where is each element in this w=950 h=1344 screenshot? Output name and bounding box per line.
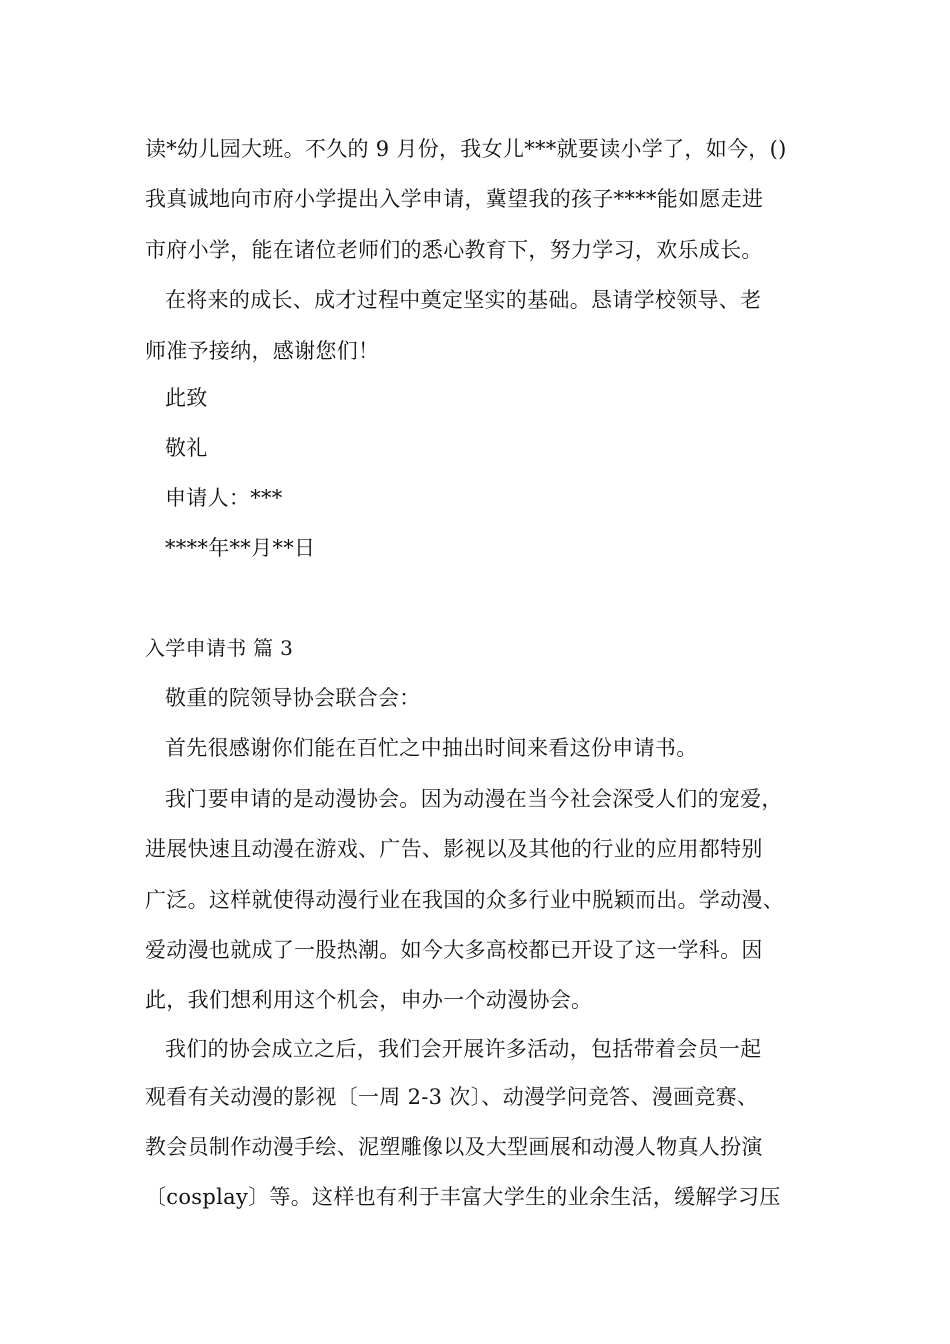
paragraph-line: 观看有关动漫的影视〔一周 2-3 次〕、动漫学问竞答、漫画竞赛、 [145, 1085, 759, 1109]
paragraph-line: 师准予接纳，感谢您们！ [145, 339, 380, 363]
salutation-line: 敬重的院领导协会联合会： [165, 686, 421, 710]
paragraph-line: 市府小学，能在诸位老师们的悉心教育下，努力学习，欢乐成长。 [145, 238, 763, 262]
paragraph-line: 进展快速且动漫在游戏、广告、影视以及其他的行业的应用都特别 [145, 837, 763, 861]
paragraph-line: 我们的协会成立之后，我们会开展许多活动，包括带着会员一起 [165, 1037, 762, 1061]
paragraph-line: 爱动漫也就成了一股热潮。如今大多高校都已开设了这一学科。因 [145, 938, 763, 962]
applicant-line: 申请人：*** [165, 486, 283, 510]
paragraph-line: 此，我们想利用这个机会，申办一个动漫协会。 [145, 988, 593, 1012]
paragraph-line: 我真诚地向市府小学提出入学申请，冀望我的孩子****能如愿走进 [145, 187, 764, 211]
date-line: ****年**月**日 [165, 536, 316, 560]
closing-line: 此致 [165, 386, 208, 410]
paragraph-line: 我门要申请的是动漫协会。因为动漫在当今社会深受人们的宠爱， [165, 787, 783, 811]
paragraph-line: 〔cosplay〕等。这样也有利于丰富大学生的业余生活，缓解学习压 [145, 1185, 781, 1209]
section-heading: 入学申请书 篇 3 [145, 636, 294, 660]
paragraph-line: 广泛。这样就使得动漫行业在我国的众多行业中脱颖而出。学动漫、 [145, 888, 784, 912]
paragraph-line: 教会员制作动漫手绘、泥塑雕像以及大型画展和动漫人物真人扮演 [145, 1135, 763, 1159]
paragraph-line: 首先很感谢你们能在百忙之中抽出时间来看这份申请书。 [165, 736, 698, 760]
closing-line: 敬礼 [165, 436, 208, 460]
paragraph-line: 在将来的成长、成才过程中奠定坚实的基础。恳请学校领导、老 [165, 288, 762, 312]
paragraph-line: 读*幼儿园大班。不久的 9 月份，我女儿***就要读小学了，如今，() [145, 137, 787, 161]
